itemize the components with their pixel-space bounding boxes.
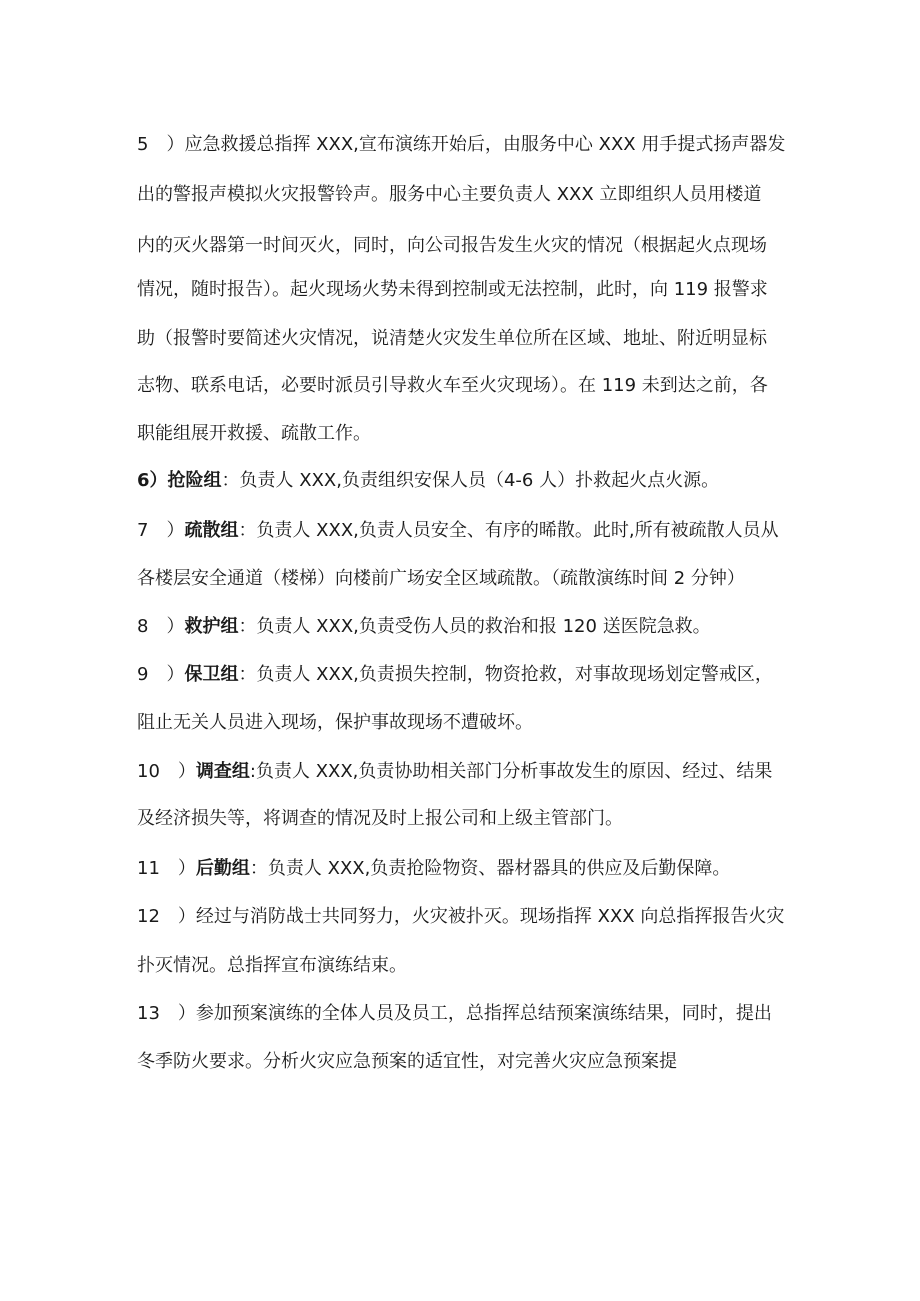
item-text: 扑灭情况。总指挥宣布演练结束。 bbox=[137, 955, 407, 976]
item-13-line-1 bbox=[137, 1001, 787, 1027]
item-9-line-1 bbox=[137, 662, 787, 688]
item-text: ：负责人 XXX,负责人员安全、有序的晞散。此时,所有被疏散人员从 bbox=[238, 520, 779, 541]
item-title: 疏散组 bbox=[184, 520, 239, 541]
item-title: 后勤组 bbox=[195, 858, 250, 879]
item-8-line-1 bbox=[137, 614, 787, 640]
item-title: 保卫组 bbox=[184, 664, 239, 685]
item-text: 志物、联系电话，必要时派员引导救火车至火灾现场）。在 119 未到达之前，各 bbox=[137, 375, 768, 396]
item-10-line-1 bbox=[137, 759, 787, 785]
item-text: 应急救援总指挥 XXX,宣布演练开始后，由服务中心 XXX 用手提式扬声器发 bbox=[184, 134, 786, 155]
item-6-line-1 bbox=[137, 468, 787, 494]
item-number: 5 ） bbox=[137, 134, 185, 155]
item-number: 12 ） bbox=[137, 906, 196, 927]
item-5-line-6 bbox=[137, 373, 787, 399]
item-text: 出的警报声模拟火灾报警铃声。服务中心主要负责人 XXX 立即组织人员用楼道 bbox=[137, 184, 762, 205]
item-text: 各楼层安全通道（楼梯）向楼前广场安全区域疏散。（疏散演练时间 2 分钟） bbox=[137, 568, 745, 589]
item-number: 6） bbox=[137, 470, 168, 491]
item-number: 10 ） bbox=[137, 761, 196, 782]
item-text: 及经济损失等，将调查的情况及时上报公司和上级主管部门。 bbox=[137, 808, 623, 829]
item-number: 11 ） bbox=[137, 858, 196, 879]
item-title: 救护组 bbox=[184, 616, 239, 637]
item-7-line-2 bbox=[137, 566, 787, 592]
item-10-line-2 bbox=[137, 806, 787, 832]
item-text: 经过与消防战士共同努力，火灾被扑灭。现场指挥 XXX 向总指挥报告火灾 bbox=[195, 906, 785, 927]
item-text: 助（报警时要简述火灾情况，说清楚火灾发生单位所在区域、地址、附近明显标 bbox=[137, 328, 767, 349]
item-number: 9 ） bbox=[137, 664, 185, 685]
item-text: 阻止无关人员进入现场，保护事故现场不遭破坏。 bbox=[137, 712, 533, 733]
item-text: ：负责人 XXX,负责组织安保人员（4-6 人）扑救起火点火源。 bbox=[221, 470, 720, 491]
item-title: 调查组 bbox=[195, 761, 250, 782]
item-9-line-2 bbox=[137, 710, 787, 736]
item-text: :负责人 XXX,负责协助相关部门分析事故发生的原因、经过、结果 bbox=[249, 761, 773, 782]
item-5-line-3 bbox=[137, 233, 787, 259]
item-text: 内的灭火器第一时间灭火，同时，向公司报告发生火灾的情况（根据起火点现场 bbox=[137, 235, 767, 256]
item-text: ：负责人 XXX,负责抢险物资、器材器具的供应及后勤保障。 bbox=[249, 858, 731, 879]
item-number: 13 ） bbox=[137, 1003, 196, 1024]
item-title: 抢险组 bbox=[167, 470, 222, 491]
item-number: 8 ） bbox=[137, 616, 185, 637]
item-5-line-4 bbox=[137, 277, 787, 303]
item-5-line-7 bbox=[137, 421, 787, 447]
item-13-line-2 bbox=[137, 1049, 787, 1075]
item-12-line-2 bbox=[137, 953, 787, 979]
item-5-line-1 bbox=[137, 132, 787, 158]
item-text: 职能组展开救援、疏散工作。 bbox=[137, 423, 371, 444]
item-5-line-2 bbox=[137, 182, 787, 208]
item-7-line-1 bbox=[137, 518, 787, 544]
item-text: 冬季防火要求。分析火灾应急预案的适宜性，对完善火灾应急预案提 bbox=[137, 1051, 677, 1072]
item-11-line-1 bbox=[137, 856, 787, 882]
item-number: 7 ） bbox=[137, 520, 185, 541]
item-12-line-1 bbox=[137, 904, 787, 930]
item-5-line-5 bbox=[137, 326, 787, 352]
item-text: 情况，随时报告）。起火现场火势未得到控制或无法控制，此时，向 119 报警求 bbox=[137, 279, 768, 300]
item-text: ：负责人 XXX,负责损失控制，物资抢救，对事故现场划定警戒区， bbox=[238, 664, 773, 685]
item-text: ：负责人 XXX,负责受伤人员的救治和报 120 送医院急救。 bbox=[238, 616, 711, 637]
item-text: 参加预案演练的全体人员及员工，总指挥总结预案演练结果，同时，提出 bbox=[195, 1003, 772, 1024]
